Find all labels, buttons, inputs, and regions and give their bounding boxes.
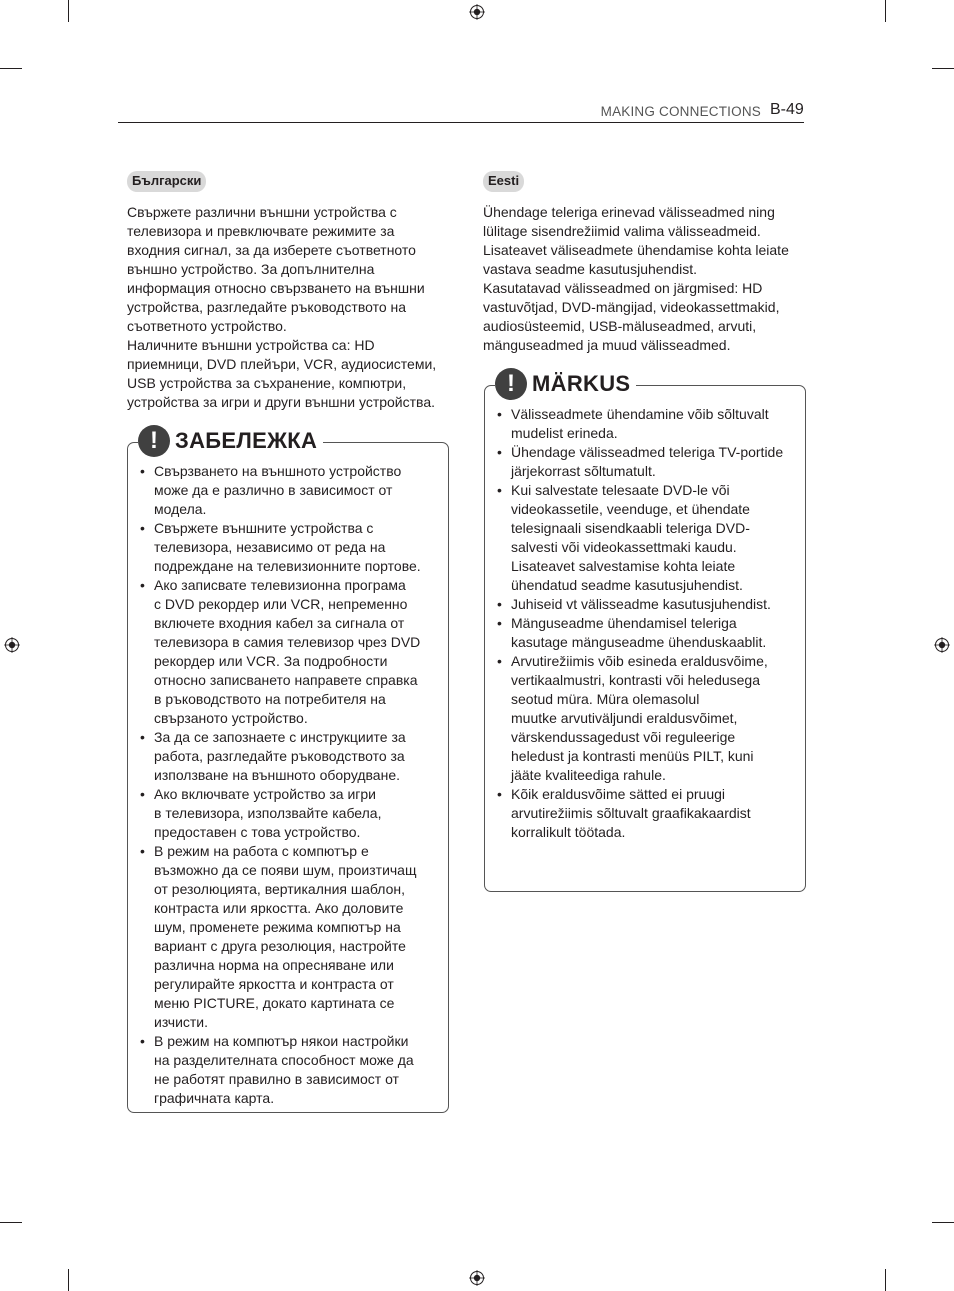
- item-line: вариант с друга резолюция, настройте: [154, 938, 406, 954]
- item-line: • Свързването на външното устройство: [154, 463, 402, 479]
- item-line: телевизора, независимо от реда на: [154, 539, 386, 555]
- item-line: vertikaalmustri, kontrasti või heledusega: [511, 672, 761, 688]
- paragraph-line: Ühendage teleriga erinevad välisseadmed ning: [483, 204, 775, 220]
- item-line: относно записването направете справка: [154, 672, 418, 688]
- list-item: [140, 576, 440, 728]
- crop-mark: [0, 68, 22, 69]
- paragraph-line: входния сигнал, за да изберете съответното: [127, 242, 416, 258]
- item-line: • В режим на компютър някои настройки: [154, 1033, 409, 1049]
- item-line: модела.: [154, 501, 207, 517]
- paragraph-line: информация относно свързването на външни: [127, 280, 425, 296]
- item-line: графичната карта.: [154, 1090, 275, 1106]
- crop-mark: [885, 0, 886, 22]
- item-line: • Mänguseadme ühendamisel teleriga: [511, 615, 737, 631]
- column-bulgarian: [127, 171, 449, 412]
- item-line: • За да се запознаете с инструкциите за: [154, 729, 406, 745]
- item-line: • В режим на работа с компютър е: [154, 843, 369, 859]
- column-estonian: [483, 171, 805, 355]
- item-line: предоставен с това устройство.: [154, 824, 361, 840]
- note-box: [484, 370, 806, 892]
- paragraph-line: устройства за игри и други външни устройства.: [127, 394, 435, 410]
- paragraph-line: Наличните външни устройства са: HD: [127, 337, 375, 353]
- item-line: изчисти.: [154, 1014, 209, 1030]
- note-list: [497, 405, 797, 842]
- crop-mark: [68, 1269, 69, 1291]
- section-title: MAKING CONNECTIONS: [600, 104, 761, 119]
- note-list: [140, 462, 440, 1108]
- paragraph-line: vastuvõtjad, DVD-mängijad, videokassettmakid,: [483, 299, 780, 315]
- item-line: • Kui salvestate telesaate DVD-le või: [511, 482, 730, 498]
- item-line: heledust ja kontrasti menüüs PILT, kuni: [511, 748, 754, 764]
- item-line: Lisateavet salvestamise kohta leiate: [511, 558, 736, 574]
- crop-mark: [0, 1222, 22, 1223]
- item-line: mudelist erineda.: [511, 425, 618, 441]
- note-title: MÄRKUS: [532, 371, 631, 396]
- item-line: подреждане на телевизионните портове.: [154, 558, 421, 574]
- list-item: [140, 785, 440, 842]
- item-line: videokassetile, veenduge, et ühendate: [511, 501, 750, 517]
- paragraph-line: vastava seadme kasutusjuhendist.: [483, 261, 698, 277]
- registration-mark-icon: [4, 637, 20, 653]
- note-title: ЗАБЕЛЕЖКА: [175, 428, 318, 453]
- item-line: järjekorrast sõltumatult.: [511, 463, 656, 479]
- item-line: контраста или яркостта. Ако доловите: [154, 900, 404, 916]
- paragraph-line: Свържете различни външни устройства с: [127, 204, 397, 220]
- intro-paragraph: [127, 203, 449, 412]
- list-item: [497, 595, 797, 614]
- item-line: arvutirežiimis sõltuvalt graafikakaardist: [511, 805, 751, 821]
- item-line: kasutage mänguseadme ühenduskaablit.: [511, 634, 767, 650]
- crop-mark: [68, 0, 69, 22]
- paragraph-line: устройства, разгледайте ръководството на: [127, 299, 407, 315]
- exclamation-icon: !: [138, 425, 170, 457]
- item-line: värskendussagedust või reguleerige: [511, 729, 736, 745]
- item-line: • Ако включвате устройство за игри: [154, 786, 377, 802]
- language-tag: Eesti: [483, 171, 524, 192]
- header-divider: [118, 122, 804, 123]
- paragraph-line: външно устройство. За допълнителна: [127, 261, 375, 277]
- paragraph-line: Kasutatavad välisseadmed on järgmised: HD: [483, 280, 763, 296]
- paragraph-line: съответното устройство.: [127, 318, 287, 334]
- item-line: ühendatud seadme kasutusjuhendist.: [511, 577, 743, 593]
- item-line: телевизора в самия телевизор чрез DVD: [154, 634, 421, 650]
- paragraph-line: USB устройства за съхранение, компютри,: [127, 375, 407, 391]
- list-item: [140, 1032, 440, 1108]
- list-item: [497, 481, 797, 595]
- item-line: • Ако записвате телевизионна програма: [154, 577, 406, 593]
- item-line: рекордер или VCR. За подробности: [154, 653, 388, 669]
- registration-mark-icon: [469, 1270, 485, 1286]
- paragraph-line: lülitage sisendrežiimid valima välisseadmeid.: [483, 223, 761, 239]
- crop-mark: [932, 68, 954, 69]
- paragraph-line: Lisateavet väliseadmete ühendamise kohta leiate: [483, 242, 789, 258]
- crop-mark: [932, 1222, 954, 1223]
- intro-paragraph: [483, 203, 805, 355]
- paragraph-line: телевизора и превключвате режимите за: [127, 223, 395, 239]
- item-line: • Свържете външните устройства с: [154, 520, 374, 536]
- language-tag: Български: [127, 171, 206, 192]
- item-line: • Kõik eraldusvõime sätted ei pruugi: [511, 786, 726, 802]
- list-item: [497, 614, 797, 652]
- list-item: [140, 462, 440, 519]
- item-line: • Välisseadmete ühendamine võib sõltuvalt: [511, 406, 769, 422]
- item-line: • Juhiseid vt välisseadme kasutusjuhendist.: [511, 596, 771, 612]
- page-number: B-49: [770, 101, 804, 118]
- item-line: • Ühendage välisseadmed teleriga TV-portide: [511, 444, 784, 460]
- list-item: [140, 728, 440, 785]
- item-line: с DVD рекордер или VCR, непременно: [154, 596, 408, 612]
- registration-mark-icon: [934, 637, 950, 653]
- item-line: шум, променете режима компютър на: [154, 919, 401, 935]
- list-item: [497, 652, 797, 785]
- list-item: [497, 443, 797, 481]
- item-line: в телевизора, използвайте кабела,: [154, 805, 382, 821]
- item-line: различна норма на опресняване или: [154, 957, 394, 973]
- item-line: свързаното устройство.: [154, 710, 308, 726]
- item-line: меню PICTURE, докато картината се: [154, 995, 395, 1011]
- item-line: telesignaali sisendkaabli teleriga DVD-: [511, 520, 750, 536]
- note-box: [127, 427, 449, 1113]
- item-line: в ръководството на потребителя на: [154, 691, 386, 707]
- note-heading: [495, 368, 636, 400]
- item-line: може да е различно в зависимост от: [154, 482, 393, 498]
- paragraph-line: mänguseadmed ja muud välisseadmed.: [483, 337, 731, 353]
- exclamation-icon: !: [495, 368, 527, 400]
- registration-mark-icon: [469, 4, 485, 20]
- list-item: [140, 842, 440, 1032]
- item-line: korralikult töötada.: [511, 824, 626, 840]
- crop-mark: [885, 1269, 886, 1291]
- note-heading: [138, 425, 323, 457]
- list-item: [497, 405, 797, 443]
- item-line: включете входния кабел за сигнала от: [154, 615, 405, 631]
- item-line: възможно да се появи шум, произтичащ: [154, 862, 417, 878]
- item-line: от резолюцията, вертикалния шаблон,: [154, 881, 406, 897]
- item-line: работа, разгледайте ръководството за: [154, 748, 405, 764]
- item-line: регулирайте яркостта и контраста от: [154, 976, 394, 992]
- list-item: [497, 785, 797, 842]
- paragraph-line: audiosüsteemid, USB-mäluseadmed, arvuti,: [483, 318, 757, 334]
- item-line: използване на външното оборудване.: [154, 767, 400, 783]
- item-line: jääte kvaliteediga rahule.: [511, 767, 666, 783]
- item-line: на разделителната способност може да: [154, 1052, 414, 1068]
- item-line: muutke arvutiväljundi eraldusvõimet,: [511, 710, 738, 726]
- list-item: [140, 519, 440, 576]
- item-line: • Arvutirežiimis võib esineda eraldusvõime,: [511, 653, 768, 669]
- paragraph-line: приемници, DVD плейъри, VCR, аудиосистеми,: [127, 356, 437, 372]
- item-line: не работят правилно в зависимост от: [154, 1071, 399, 1087]
- item-line: salvesti või videokassettmaki kaudu.: [511, 539, 737, 555]
- item-line: seotud müra. Müra olemasolul: [511, 691, 700, 707]
